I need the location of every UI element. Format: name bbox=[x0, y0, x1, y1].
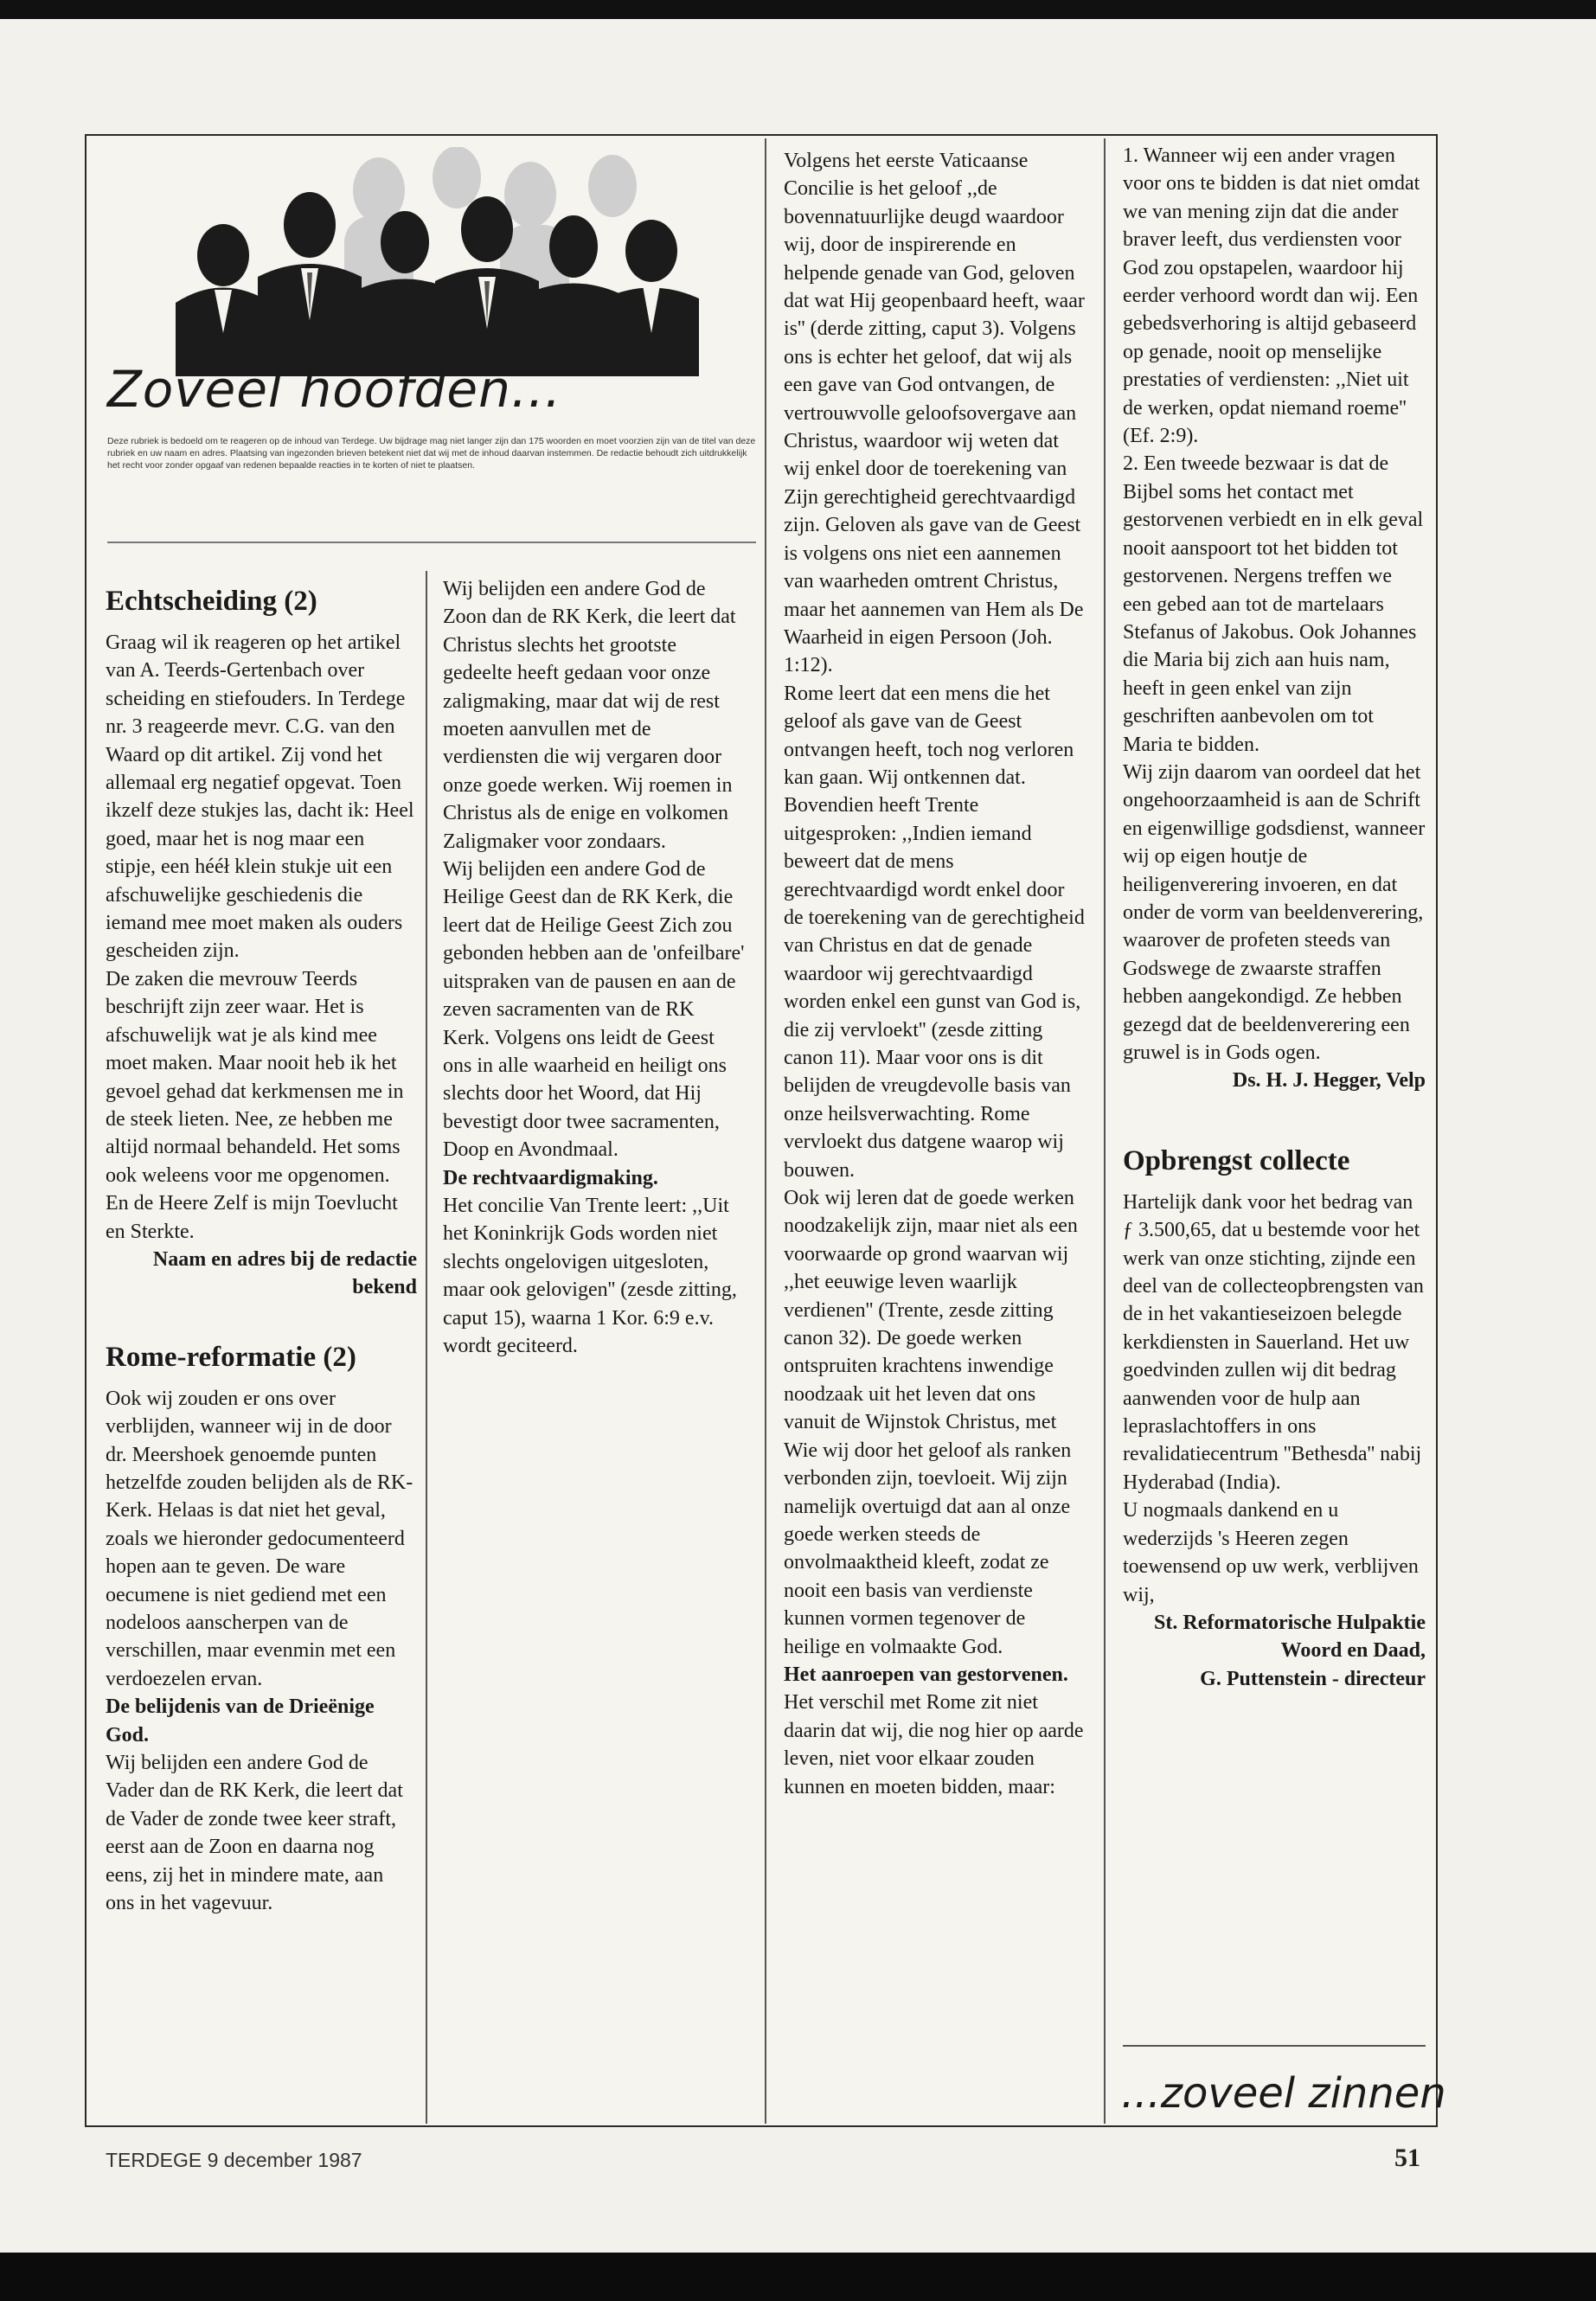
paragraph: Het concilie Van Trente leert: ,,Uit het Koninkrijk Gods worden niet slechts ongelovigen uitgesloten, maar ook gelovigen'' (zesde zitting, caput 15), waarna 1 Kor. 6:9 e.v. wordt geciteerd. bbox=[443, 1194, 737, 1357]
page-title: Zoveel hoofden... bbox=[107, 360, 562, 419]
subheading: De rechtvaardigmaking. bbox=[443, 1166, 658, 1189]
rubric-intro: Deze rubriek is bedoeld om te reageren op de inhoud van Terdege. Uw bijdrage mag niet langer zijn dan 175 woorden en moet voorzien zijn van de titel van deze rubriek en uw naam en adres. Plaatsing van ingezonden brieven betekent niet dat wij met de inhoud daarvan instemmen. De redactie behoudt zich uitdrukkelijk het recht voor zonder opgaaf van redenen bepaalde reacties in te korten of niet te plaatsen. bbox=[107, 436, 756, 471]
signature-name: G. Puttenstein - directeur bbox=[1200, 1667, 1426, 1690]
section-end-divider bbox=[1123, 2045, 1426, 2047]
paragraph: Wij belijden een andere God de Zoon dan de RK Kerk, die leert dat Christus slechts het grootste gedeelte heeft gedaan voor onze zaligmaking, maar dat wij de rest moeten aanvullen met de verdiensten die wij vergaren door onze goede werken. Wij roemen in Christus als de enige en volkomen Zaligmaker voor zondaars. bbox=[443, 578, 736, 853]
page-number: 51 bbox=[1394, 2144, 1420, 2172]
column-divider bbox=[765, 138, 766, 2124]
paragraph: Volgens het eerste Vaticaanse Concilie is het geloof ,,de bovennatuurlijke deugd waardoor wij, door de inspirerende en helpende genade van God, geloven dat wat Hij geopenbaard heeft, waar is'' (derde zitting, caput 3). Volgens ons is echter het geloof, dat wij als een gave van God ontvangen, de vertrouwvolle geloofsovergave aan Christus, waardoor wij weten dat wij enkel door de toerekening van Zijn gerechtigheid gerechtvaardigd zijn. Geloven als gave van de Geest is volgens ons niet een aannemen van waarheden omtrent Christus, maar het aannemen van Hem als De Waarheid in eigen Persoon (Joh. 1:12). bbox=[784, 150, 1085, 677]
paragraph: Ook wij zouden er ons over verblijden, wanneer wij in de door dr. Meershoek genoemde punten hetzelfde zouden belijden als de RK-Kerk. Helaas is dat niet het geval, zoals we hieronder gedocumenteerd hopen aan te geven. De ware oecumene is niet gediend met een nodeloos aanscherpen van de verschillen, maar evenmin met een verdoezelen ervan. bbox=[106, 1387, 413, 1690]
signature: Naam en adres bij de redactie bekend bbox=[152, 1247, 417, 1299]
subheading: Het aanroepen van gestorvenen. bbox=[784, 1663, 1068, 1686]
column-4 bbox=[1123, 142, 1426, 1693]
column-divider bbox=[1104, 138, 1106, 2124]
column-2 bbox=[443, 575, 746, 1360]
paragraph: De zaken die mevrouw Teerds beschrijft zijn zeer waar. Het is afschuwelijk wat je als kind mee moet maken. Maar nooit heb ik het gevoel gehad dat kerkmensen me in de steek lieten. Nee, ze hebben me altijd normaal behandeld. Het soms ook weleens voor me opgenomen. En de Heere Zelf is mijn Toevlucht en Sterkte. bbox=[106, 967, 404, 1243]
intro-divider bbox=[107, 542, 756, 543]
paragraph: 1. Wanneer wij een ander vragen voor ons te bidden is dat niet omdat we van mening zijn dat die ander braver leeft, dus verdiensten voor God zou opstapelen, waardoor hij eerder verhoord wordt dan wij. Een gebedsverhoring is altijd gebaseerd op genade, nooit op menselijke prestaties of verdiensten: ,,Niet uit de werken, opdat niemand roeme'' (Ef. 2:9). bbox=[1123, 144, 1420, 448]
paragraph: 2. Een tweede bezwaar is dat de Bijbel soms het contact met gestorvenen verbiedt en in elk geval nooit aanspoort tot het bidden tot gestorvenen. Nergens treffen we een gebed aan tot de martelaars Stefanus of Jakobus. Ook Johannes die Maria bij zich aan huis nam, heeft in geen enkel van zijn geschriften aanbevolen om tot Maria te bidden. bbox=[1123, 452, 1424, 756]
paragraph: Ook wij leren dat de goede werken noodzakelijk zijn, maar niet als een voorwaarde op grond waarvan wij ,,het eeuwige leven waarlijk verdienen'' (Trente, zesde zitting canon 32). De goede werken ontspruiten krachtens inwendige noodzaak uit het leven dat ons vanuit de Wijnstok Christus, met Wie wij door het geloof als ranken verbonden zijn, toevloeit. Wij zijn namelijk overtuigd dat aan al onze goede werken steeds de onvolmaaktheid kleeft, zodat ze nooit een basis van verdienste kunnen vormen tegenover de heilige en volmaakte God. bbox=[784, 1187, 1078, 1658]
paragraph: Wij belijden een andere God de Heilige Geest dan de RK Kerk, die leert dat de Heilige Geest Zich zou gebonden hebben aan de 'onfeilbare' uitspraken van de pausen en aan de zeven sacramenten van de RK Kerk. Volgens ons leidt de Geest ons in alle waarheid en heiligt ons slechts door het Woord, dat Hij bevestigt door twee sacramenten, Doop en Avondmaal. bbox=[443, 858, 745, 1162]
article-heading-rome-reformatie: Rome-reformatie (2) bbox=[106, 1341, 356, 1373]
paragraph: Hartelijk dank voor het bedrag van ƒ 3.500,65, dat u bestemde voor het werk van onze stichting, zijnde een deel van de collecteopbrengsten van de in het vakantieseizoen belegde kerkdiensten in Sauerland. Het uw goedvinden zullen wij dit bedrag aanwenden voor de hulp aan lepraslachtoffers in ons revalidatiecentrum ''Bethesda'' nabij Hyderabad (India). bbox=[1123, 1190, 1424, 1494]
subheading: De belijdenis van de Drieënige God. bbox=[106, 1695, 375, 1747]
publication-line: TERDEGE 9 december 1987 bbox=[106, 2149, 362, 2171]
column-1 bbox=[106, 584, 417, 1917]
signature: Ds. H. J. Hegger, Velp bbox=[1232, 1069, 1426, 1093]
paragraph: Rome leert dat een mens die het geloof als gave van de Geest ontvangen heeft, toch nog verloren kan gaan. Wij ontkennen dat. Bovendien heeft Trente uitgesproken: ,,Indien iemand beweert dat de mens gerechtvaardigd wordt enkel door de toerekening van de gerechtigheid van Christus en dat de genade waardoor wij gerechtvaardigd worden enkel een gunst van God is, die zij vervloekt'' (zesde zitting canon 11). Maar voor ons is dit belijden de vreugdevolle basis van onze heilsverwachting. Rome vervloekt dus datgene waarop wij bouwen. bbox=[784, 682, 1085, 1182]
paragraph: Het verschil met Rome zit niet daarin dat wij, die nog hier op aarde leven, niet voor elkaar zouden kunnen en moeten bidden, maar: bbox=[784, 1691, 1084, 1798]
article-heading-echtscheiding: Echtscheiding (2) bbox=[106, 586, 317, 617]
scan-bottom-bar bbox=[0, 2253, 1596, 2301]
section-title-footer: ...zoveel zinnen bbox=[1121, 2069, 1446, 2118]
paragraph: Wij zijn daarom van oordeel dat het ongehoorzaamheid is aan de Schrift en eigenwillige godsdienst, wanneer wij op eigen houtje de heiligenverering invoeren, en dat onder de vorm van beeldenverering, waarover de profeten steeds van Godswege de zwaarste straffen hebben aangekondigd. Ze hebben gezegd dat de beeldenverering een gruwel is in Gods ogen. bbox=[1123, 760, 1426, 1064]
paragraph: U nogmaals dankend en u wederzijds 's Heeren zegen toewensend op uw werk, verblijven wij, bbox=[1123, 1499, 1419, 1606]
column-3 bbox=[784, 147, 1086, 1801]
paragraph: Graag wil ik reageren op het artikel van A. Teerds-Gertenbach over scheiding en stiefouders. In Terdege nr. 3 reageerde mevr. C.G. van den Waard op dit artikel. Zij vond het allemaal erg negatief opgevat. Toen ikzelf deze stukjes las, dacht ik: Heel goed, maar het is nog maar een stipje, een hééł klein stukje uit een afschuwelijke geschiedenis die iemand mee moet maken als ouders gescheiden zijn. bbox=[106, 631, 414, 963]
paragraph: Wij belijden een andere God de Vader dan de RK Kerk, die leert dat de Vader de zonde twee keer straft, eerst aan de Zoon en daarna nog eens, zij het in mindere mate, aan ons in het vagevuur. bbox=[106, 1752, 403, 1915]
masthead-illustration bbox=[93, 147, 751, 381]
article-heading-opbrengst-collecte: Opbrengst collecte bbox=[1123, 1144, 1350, 1176]
column-divider bbox=[426, 571, 427, 2124]
signature-organisation: St. Reformatorische Hulpaktie Woord en Daad, bbox=[1154, 1611, 1426, 1663]
scan-top-bar bbox=[0, 0, 1596, 19]
